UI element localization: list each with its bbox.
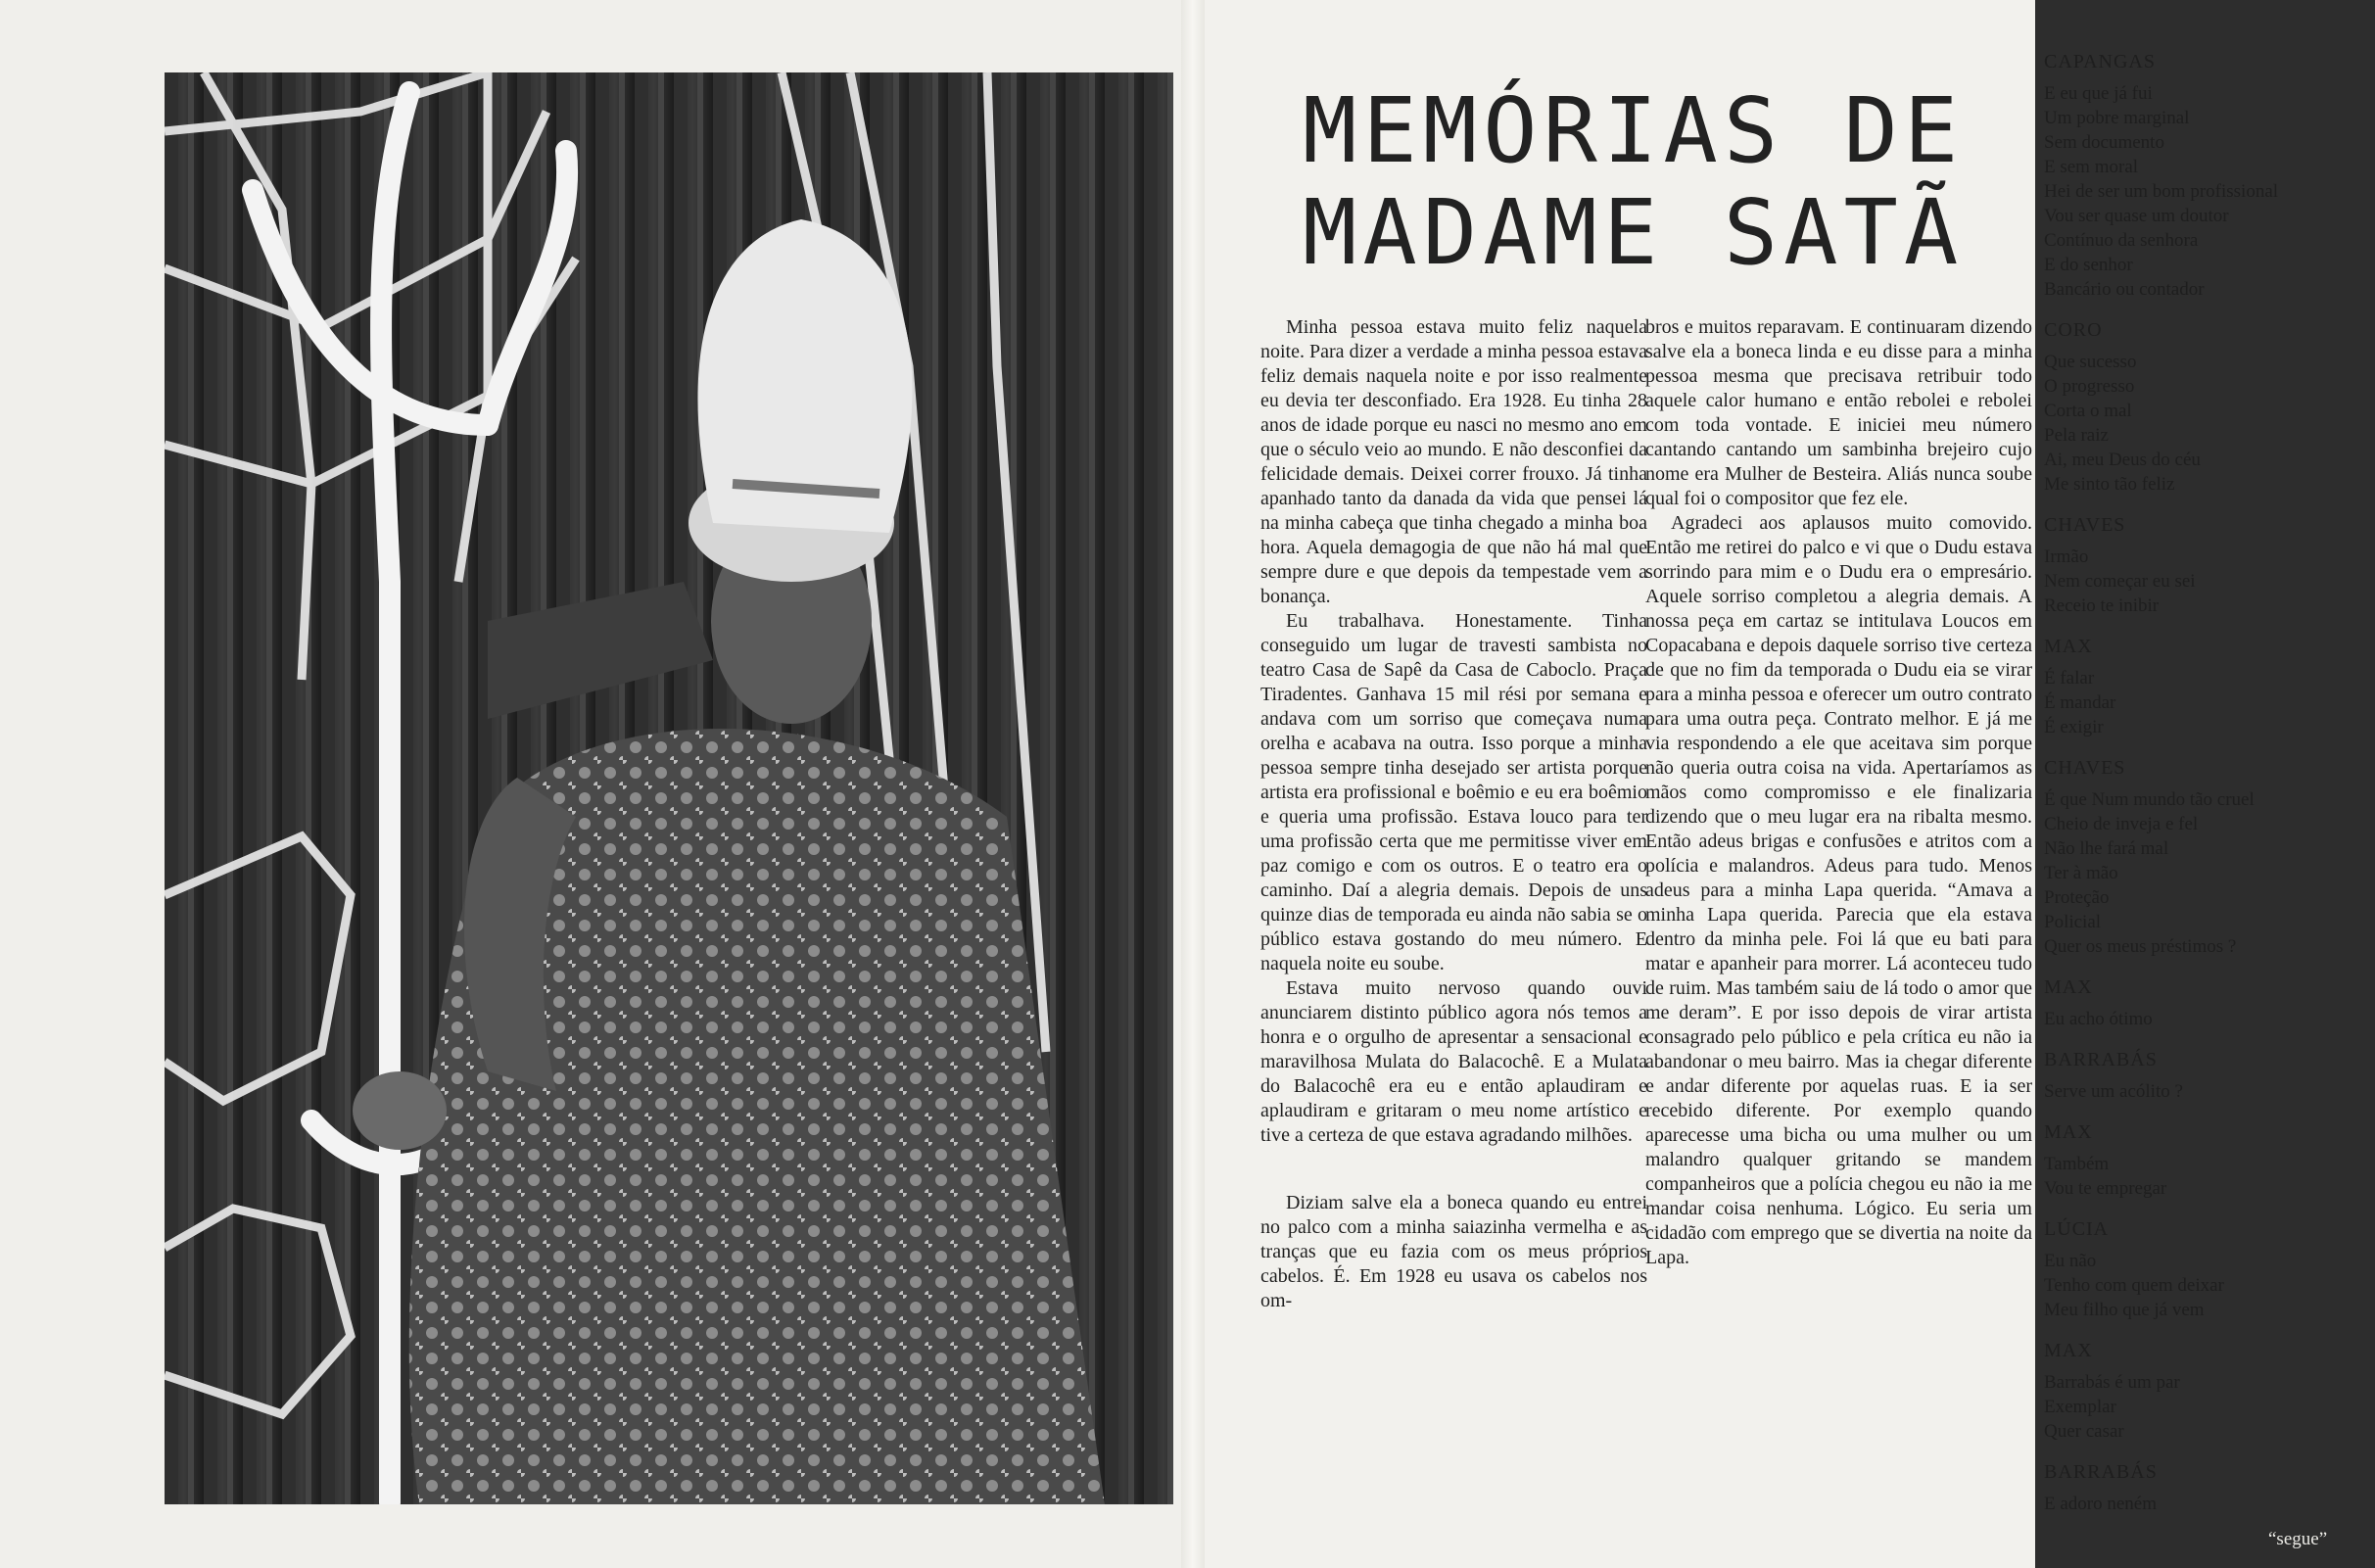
lyrics-block bbox=[2044, 1336, 2338, 1444]
lyric-line: Corta o mal bbox=[2044, 401, 2132, 421]
lyrics-block bbox=[2044, 1457, 2338, 1516]
lyric-line: Receio te inibir bbox=[2044, 595, 2160, 616]
lyrics-block bbox=[2044, 632, 2338, 739]
speaker-name: MAX bbox=[2044, 976, 2093, 998]
lyric-line: Ter à mão bbox=[2044, 863, 2118, 883]
lyric-line: Também bbox=[2044, 1154, 2110, 1174]
lyrics-block bbox=[2044, 753, 2338, 959]
lyric-line: É exigir bbox=[2044, 717, 2104, 737]
lyric-line: Bancário ou contador bbox=[2044, 279, 2205, 300]
speaker-name: CHAVES bbox=[2044, 514, 2126, 536]
lyrics-block bbox=[2044, 973, 2338, 1031]
article-column-2 bbox=[1645, 315, 2032, 1270]
lyrics-list bbox=[2044, 47, 2338, 1530]
article-title bbox=[1303, 80, 2027, 284]
lyric-line: E sem moral bbox=[2044, 157, 2139, 177]
lyric-line: Tenho com quem deixar bbox=[2044, 1275, 2224, 1296]
lyrics-block bbox=[2044, 47, 2338, 302]
speaker-name: CAPANGAS bbox=[2044, 51, 2156, 72]
lyric-line: Nem começar eu sei bbox=[2044, 571, 2196, 592]
lyric-line: Quer os meus préstimos ? bbox=[2044, 936, 2237, 957]
speaker-name: CORO bbox=[2044, 319, 2103, 341]
photo-illustration bbox=[165, 72, 1173, 1504]
lyrics-block bbox=[2044, 510, 2338, 618]
lyrics-block bbox=[2044, 315, 2338, 497]
lyric-line: Pela raiz bbox=[2044, 425, 2109, 446]
paragraph: Minha pessoa estava muito feliz naquela noite. Para dizer a verdade a minha pessoa estava feliz demais naquela noite e por isso realmente eu devia ter desconfiado. Era 1928. Eu tinha 28 anos de idade porque eu nasci no mesmo ano em que o século veio ao mundo. E não desconfiei da felicidade demais. Deixei correr frouxo. Já tinha apanhado tanto da danada da vida que pensei lá na minha cabeça que tinha chegado a minha boa hora. Aquela demagogia de que não há mal que sempre dure e que depois da tempestade vem a bonança. bbox=[1260, 316, 1647, 607]
paragraph: Diziam salve ela a boneca quando eu entrei no palco com a minha saiazinha vermelha e as tranças que eu fazia com os meus próprios cabelos. É. Em 1928 eu usava os cabelos nos om- bbox=[1260, 1192, 1647, 1311]
madame-sata-photo bbox=[165, 72, 1173, 1504]
speaker-name: MAX bbox=[2044, 1121, 2093, 1143]
lyrics-block bbox=[2044, 1214, 2338, 1322]
paragraph: Eu trabalhava. Honestamente. Tinha conseguido um lugar de travesti sambista no teatro Casa de Sapê da Casa de Caboclo. Praça Tiradentes. Ganhava 15 mil rési por semana e andava com um sorriso que começava numa orelha e acabava na outra. Isso porque a minha pessoa sempre tinha desejado ser artista porque artista era profissional e boêmio e eu era boêmio e queria uma profissão. Estava louco para ter uma profissão certa que me permitisse viver em paz comigo e com os outros. E o teatro era o caminho. Daí a alegria demais. Depois de uns quinze dias de temporada eu ainda não sabia se o público estava gostando do meu número. E naquela noite eu soube. bbox=[1260, 610, 1647, 974]
lyrics-block bbox=[2044, 1045, 2338, 1104]
lyric-line: É mandar bbox=[2044, 692, 2116, 713]
lyric-line: Sem documento bbox=[2044, 132, 2164, 153]
lyric-line: Ai, meu Deus do céu bbox=[2044, 450, 2201, 470]
lyric-line: Eu acho ótimo bbox=[2044, 1009, 2153, 1029]
lyric-line: É falar bbox=[2044, 668, 2095, 689]
lyric-line: Vou ser quase um doutor bbox=[2044, 206, 2229, 226]
speaker-name: MAX bbox=[2044, 636, 2093, 657]
lyric-line: Hei de ser um bom profissional bbox=[2044, 181, 2279, 202]
lyric-line: Barrabás é um par bbox=[2044, 1372, 2180, 1393]
lyric-line: E adoro neném bbox=[2044, 1494, 2158, 1514]
speaker-name: CHAVES bbox=[2044, 757, 2126, 779]
lyric-line: É que Num mundo tão cruel bbox=[2044, 789, 2255, 810]
lyric-line: Que sucesso bbox=[2044, 352, 2137, 372]
article-column-1 bbox=[1260, 315, 1647, 1313]
page-gutter bbox=[1181, 0, 1207, 1568]
lyric-line: Cheio de inveja e fel bbox=[2044, 814, 2199, 834]
lyric-line: Policial bbox=[2044, 912, 2102, 932]
speaker-name: MAX bbox=[2044, 1340, 2093, 1361]
lyric-line: Quer casar bbox=[2044, 1421, 2124, 1442]
lyric-line: Contínuo da senhora bbox=[2044, 230, 2199, 251]
lyric-line: Eu não bbox=[2044, 1251, 2097, 1271]
lyric-line: Um pobre marginal bbox=[2044, 108, 2190, 128]
lyric-line: Serve um acólito ? bbox=[2044, 1081, 2183, 1102]
lyric-line: E do senhor bbox=[2044, 255, 2133, 275]
paragraph: Agradeci aos aplausos muito comovido. Então me retirei do palco e vi que o Dudu estava sorrindo para mim e o Dudu era o empresário. Aquele sorriso completou a alegria demais. A nossa peça em cartaz se intitulava Loucos em Copacabana e depois daquele sorriso tive certeza de que no fim da temporada o Dudu eia se virar para a minha pessoa e oferecer um outro contrato para uma outra peça. Contrato melhor. E já me via respondendo a ele que aceitava sim porque não queria outra coisa na vida. Apertaríamos as mãos como compromisso e ele finalizaria dizendo que o meu lugar era na ribalta mesmo. Então adeus brigas e confusões e atritos com a polícia e malandros. Adeus para tudo. Menos adeus para a minha Lapa querida. “Amava a minha Lapa querida. Parecia que ela estava dentro da minha pele. Foi lá que eu bati para matar e apanheir para morrer. Lá aconteceu tudo de ruim. Mas também saiu de lá todo o amor que me deram”. E por isso depois de virar artista consagrado pelo público e pela crítica eu não ia abandonar o meu bairro. Mas ia chegar diferente e andar diferente por aquelas ruas. E ia ser recebido diferente. Por exemplo quando aparecesse uma bicha ou uma mulher ou um malandro qualquer gritando se mandem companheiros que a polícia chegou eu não ia me mandar coisa nenhuma. Lógico. Eu seria um cidadão com emprego que se divertia na noite da Lapa. bbox=[1645, 512, 2032, 1268]
lyric-line: Me sinto tão feliz bbox=[2044, 474, 2175, 495]
lyric-line: Vou te empregar bbox=[2044, 1178, 2167, 1199]
speaker-name: BARRABÁS bbox=[2044, 1461, 2158, 1483]
lyric-line: E eu que já fui bbox=[2044, 83, 2153, 104]
continued-marker: “segue” bbox=[2268, 1529, 2328, 1549]
lyric-line: O progresso bbox=[2044, 376, 2135, 397]
speaker-name: LÚCIA bbox=[2044, 1218, 2110, 1240]
speaker-name: BARRABÁS bbox=[2044, 1049, 2158, 1070]
title-line-2: MADAME SATÃ bbox=[1303, 180, 1965, 285]
paragraph: bros e muitos reparavam. E continuaram dizendo salve ela a boneca linda e eu disse para a minha pessoa mesma que precisava retribuir todo aquele calor humano e então rebolei e rebolei com toda vontade. E iniciei meu número cantando cantando um sambinha brejeiro cujo nome era Mulher de Besteira. Aliás nunca soube qual foi o compositor que fez ele. bbox=[1645, 316, 2032, 509]
lyric-line: Irmão bbox=[2044, 546, 2089, 567]
lyrics-block bbox=[2044, 1117, 2338, 1201]
paragraph: Estava muito nervoso quando ouvi anunciarem distinto público agora nós temos a honra e o orgulho de apresentar a sensacional e maravilhosa Mulata do Balacochê. E a Mulata do Balacochê era eu e então aplaudiram e aplaudiram e gritaram o meu nome artístico e tive a certeza de que estava agradando milhões. bbox=[1260, 977, 1647, 1146]
title-line-1: MEMÓRIAS DE bbox=[1303, 78, 1965, 183]
lyric-line: Exemplar bbox=[2044, 1397, 2116, 1417]
lyric-line: Meu filho que já vem bbox=[2044, 1300, 2205, 1320]
lyric-line: Proteção bbox=[2044, 887, 2110, 908]
lyric-line: Não lhe fará mal bbox=[2044, 838, 2169, 859]
